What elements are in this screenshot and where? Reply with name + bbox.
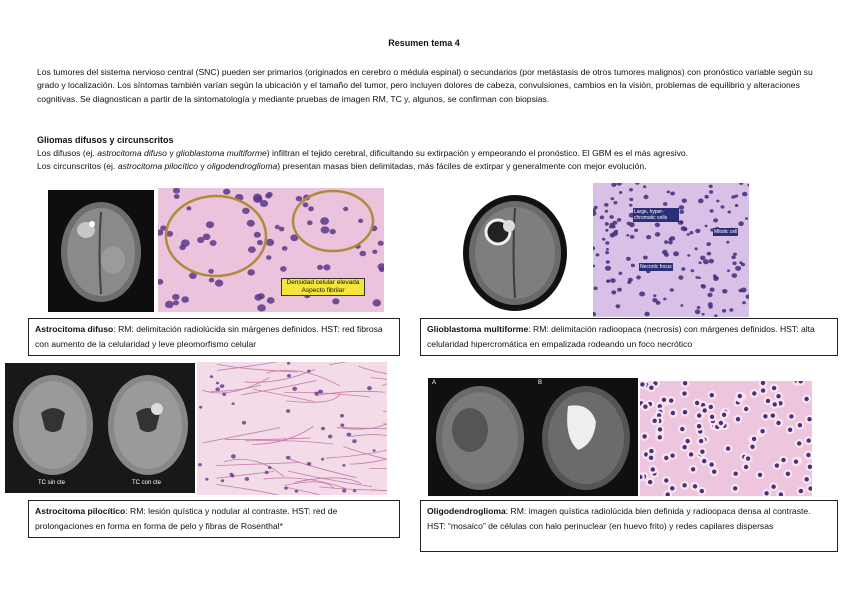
caption-glioblastoma: Glioblastoma multiforme: RM: delimitación radioopaca (necrosis) con márgenes definidos. HST: alta celularidad hipercromática en empalizada rodeando un foco necrótico [420,318,838,356]
intro-paragraph: Los tumores del sistema nervioso central (SNC) pueden ser primarios (originados en cerebro o médula espinal) o secundarios (por metástasis de otros tumores malignos) con pronóstico variable según su grado y localización. Los síntomas también varían según la ubicación y el tamaño del tumor, pero incluyen dolores de cabeza, convulsiones, cambios en la visión, problemas de equilibrio y alteraciones cognitivas. Se diagnostican a partir de la sintomatología y mediante pruebas de imagen RM, TC y, algunos, se confirman con biopsias. [37,67,813,104]
gbm-label-necrotic-focus: Necrotic focus [640,264,672,270]
mri-label-b: B [538,380,543,386]
histology-annotation-label: Densidad celular elevada Aspecto fibrilar [281,278,365,296]
document-title: Resumen tema 4 [388,38,460,48]
histology-astrocitoma-pilocitico [197,362,387,495]
histology-astrocitoma-difuso [158,188,384,312]
paragraph-circunscritos: Los circunscritos (ej. astrocitoma pilocítico y oligodendroglioma) presentan masas bien delimitadas, más fáciles de extirpar y generalmente con mejor evolución. [37,161,647,171]
histology-oligodendroglioma [640,381,812,496]
paragraph-difusos: Los difusos (ej. astrocitoma difuso y glioblastoma multiforme) infiltran el tejido cerebral, dificultando su extirpación y empeorando el pronóstico. El GBM es el más agresivo. [37,148,689,158]
mri-label-a: A [432,380,437,386]
mri-astrocitoma-difuso [48,190,154,312]
caption-astrocitoma-difuso: Astrocitoma difuso: RM: delimitación radiolúcida sin márgenes definidos. HST: red fibrosa con aumento de la celularidad y leve pleomorfismo celular [28,318,400,356]
caption-astrocitoma-pilocitico: Astrocitoma pilocítico: RM: lesión quística y nodular al contraste. HST: red de prolongaciones en forma en forma de pelo y fibras de Rosenthal* [28,500,400,538]
mri-oligodendroglioma [428,378,638,496]
gbm-label-large-cells: Large, hyper-chromatic cells [633,208,679,222]
mri-glioblastoma [455,190,585,315]
section-title: Gliomas difusos y circunscritos [37,135,174,145]
ct-label-con-contraste: TC con cte [132,480,162,486]
caption-oligodendroglioma: Oligodendroglioma: RM: imagen quística radiolúcida bien definida y radioopaca densa al contraste. HST: “mosaico” de células con halo perinuclear (en huevo frito) y redes capilares dispersas [420,500,838,552]
ct-astrocitoma-pilocitico [5,363,195,493]
ct-label-sin-contraste: TC sin cte [38,480,66,486]
histology-glioblastoma [593,183,749,317]
gbm-label-mitotic-cell: Mitotic cell [714,229,738,235]
